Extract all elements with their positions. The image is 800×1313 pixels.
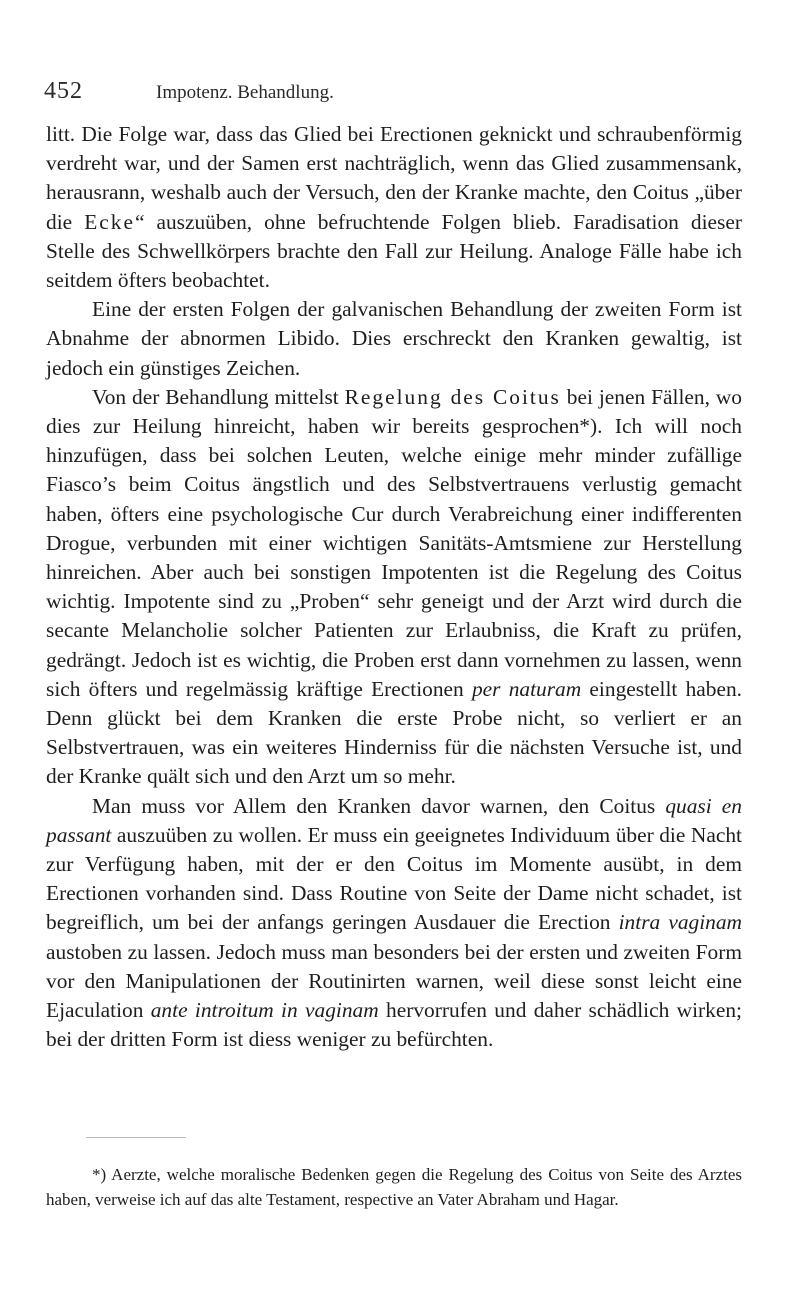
page-number: 452: [44, 78, 83, 104]
text-run: austoben zu lassen. Jedoch muss man besonders bei der ersten und zweiten Form vor den Manipulationen der Routinirten warnen, weil diese sonst leicht eine Ejaculation: [46, 939, 742, 1023]
paragraph-1: [46, 120, 742, 295]
footnote-divider: [86, 1137, 186, 1138]
text-run: Man muss vor Allem den Kranken davor warnen, den Coitus: [92, 793, 666, 818]
text-run: auszuüben zu wollen. Er muss ein geeignetes Individuum über die Nacht zur Verfügung haben, mit der er den Coitus im Momente ausübt, in dem Erectionen vorhanden sind. Dass Routine von Seite der Dame nicht schadet, ist begreiflich, um bei der anfangs geringen Ausdauer die Erection: [46, 822, 742, 935]
footnote: *) Aerzte, welche moralische Bedenken gegen die Regelung des Coitus von Seite des Arztes haben, verweise ich auf das alte Testament, respective an Vater Abraham und Hagar.: [46, 1165, 742, 1209]
text-run: litt. Die Folge war, dass das Glied bei Erectionen geknickt und schraubenförmig verdreht war, und der Samen erst nachträglich, wenn das Glied zusammensank, herausrann, weshalb auch der Versuch, den der Kranke machte, den Coitus „über die: [46, 122, 742, 234]
paragraph-3: [46, 383, 742, 792]
emphasis-text: Ecke: [84, 209, 135, 234]
italic-phrase: per naturam: [471, 676, 582, 701]
text-run: “ auszuüben, ohne befruchtende Folgen blieb. Faradisation dieser Stelle des Schwellkörpers brachte den Fall zur Heilung. Analoge Fälle habe ich seitdem öfters beobachtet.: [46, 209, 742, 293]
italic-phrase: quasi en passant: [46, 793, 742, 847]
emphasis-text: Regelung des Coitus: [344, 384, 561, 409]
running-title: Impotenz. Behandlung.: [156, 82, 334, 103]
paragraph-2: Eine der ersten Folgen der galvanischen Behandlung der zweiten Form ist Abnahme der abnormen Libido. Dies erschreckt den Kranken gewaltig, ist jedoch ein günstiges Zeichen.: [46, 297, 742, 380]
page-header: [44, 78, 764, 106]
text-run: bei jenen Fällen, wo dies zur Heilung hinreicht, haben wir bereits gesprochen*). Ich will noch hinzufügen, dass bei solchen Leuten, welche einige mehr minder zufällige Fiasco’s beim Coitus ängstlich und des Selbstvertrauens verlustig gemacht haben, öfters eine psychologische Cur durch Verabreichung einer indifferenten Drogue, verbunden mit einer wichtigen Sanitäts-Amtsmiene zur Herstellung hinreichen. Aber auch bei sonstigen Impotenten ist die Regelung des Coitus wichtig. Impotente sind zu „Proben“ sehr geneigt und der Arzt wird durch die secante Melancholie solcher Patienten zur Erlaubniss, die Kraft zu prüfen, gedrängt. Jedoch ist es wichtig, die Proben erst dann vornehmen zu lassen, wenn sich öfters und regelmässig kräftige Erectionen: [46, 384, 742, 701]
paragraph-4: [46, 792, 742, 1055]
italic-phrase: intra vaginam: [618, 910, 742, 935]
main-text: [46, 120, 742, 1055]
text-run: hervorrufen und daher schädlich wirken; bei der dritten Form ist diess weniger zu befürchten.: [46, 998, 742, 1052]
text-run: Von der Behandlung mittelst: [92, 384, 345, 409]
italic-phrase: ante introitum in vaginam: [150, 998, 379, 1023]
text-run: eingestellt haben. Denn glückt bei dem Kranken die erste Probe nicht, so verliert er an Selbstvertrauen, was ein weiteres Hinderniss für die nächsten Versuche ist, und der Kranke quält sich und den Arzt um so mehr.: [46, 676, 742, 789]
